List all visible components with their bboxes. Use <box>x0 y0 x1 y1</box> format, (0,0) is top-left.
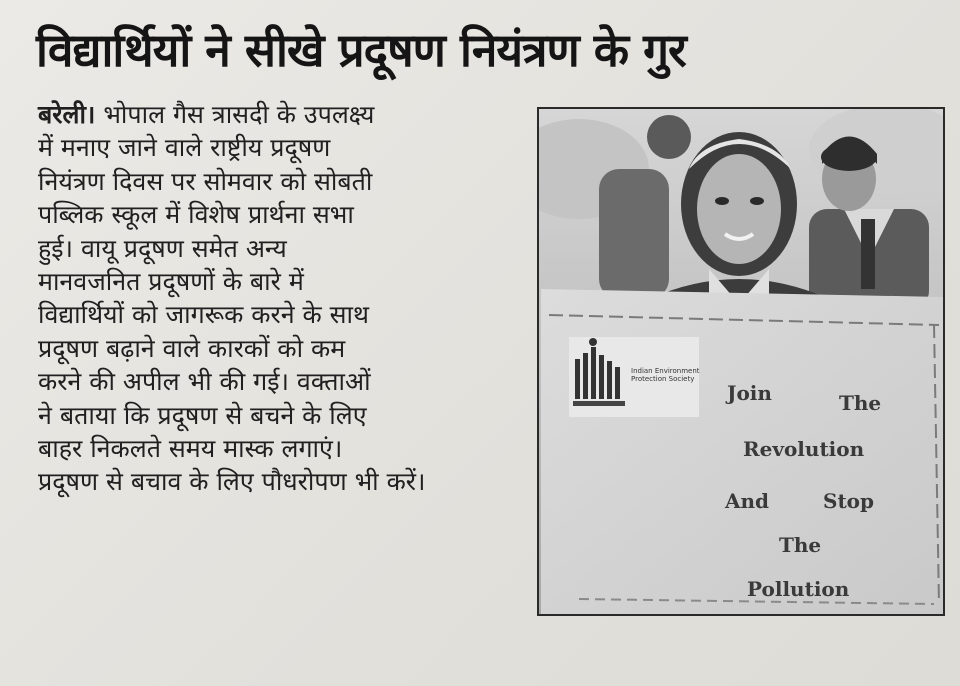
poster-word-revolution: Revolution <box>743 437 865 461</box>
poster-word-pollution: Pollution <box>747 577 850 601</box>
article-dateline: बरेली। <box>38 100 96 129</box>
article-line: करने की अपील भी की गई। वक्ताओं <box>38 367 371 397</box>
poster-word-the-second: The <box>779 533 822 557</box>
photo-illustration <box>539 109 943 614</box>
article-photo <box>537 107 945 616</box>
article-line: प्रदूषण बढ़ाने वाले कारकों को कम <box>38 333 346 363</box>
article-line: मानवजनित प्रदूषणों के बारे में <box>38 267 304 297</box>
article-line: हुई। वायू प्रदूषण समेत अन्य <box>38 233 287 263</box>
article-line: विद्यार्थियों को जागरूक करने के साथ <box>38 300 370 330</box>
article-line: प्रदूषण से बचाव के लिए पौधरोपण भी करें। <box>38 467 426 497</box>
article-line: बाहर निकलते समय मास्क लगाएं। <box>38 434 343 464</box>
poster-word-join: Join <box>727 381 772 405</box>
poster-word-stop: Stop <box>823 489 875 513</box>
article-line: नियंत्रण दिवस पर सोमवार को सोबती <box>38 166 373 196</box>
poster-word-and: And <box>725 489 770 513</box>
article-line: पब्लिक स्कूल में विशेष प्रार्थना सभा <box>38 200 354 230</box>
poster-word-the: The <box>839 391 882 415</box>
article-line-text: भोपाल गैस त्रासदी के उपलक्ष्य <box>95 100 375 129</box>
article-line <box>38 98 538 131</box>
article-line: में मनाए जाने वाले राष्ट्रीय प्रदूषण <box>38 133 331 163</box>
article-headline: विद्यार्थियों ने सीखे प्रदूषण नियंत्रण के गुर <box>36 23 686 77</box>
poster-logo-text: Indian Environment Protection Society <box>631 367 700 383</box>
article-body <box>38 98 538 499</box>
article-line: ने बताया कि प्रदूषण से बचने के लिए <box>38 400 367 430</box>
